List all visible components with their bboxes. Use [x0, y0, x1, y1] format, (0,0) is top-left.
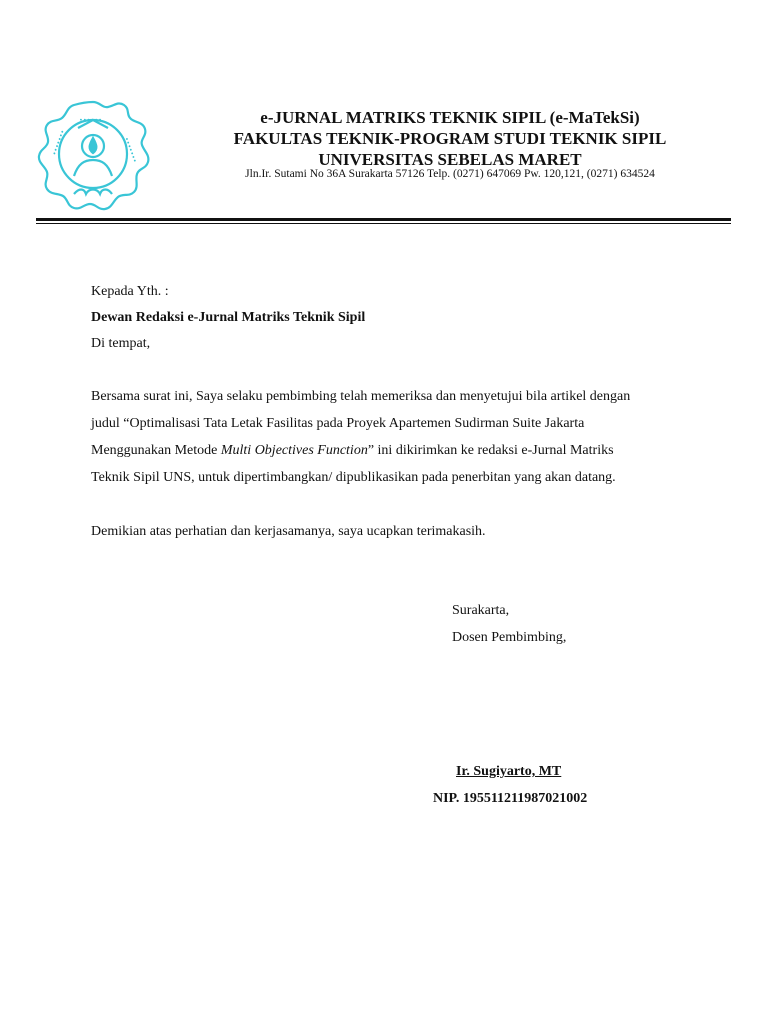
letterhead-address: Jln.Ir. Sutami No 36A Surakarta 57126 Telp. (0271) 647069 Pw. 120,121, (0271) 634524 — [245, 168, 655, 180]
svg-text:•••••••: ••••••• — [50, 128, 68, 157]
recipient: Dewan Redaksi e-Jurnal Matriks Teknik Sipil — [91, 310, 366, 325]
svg-text:••••••: •••••• — [79, 116, 103, 124]
signatory-name: Ir. Sugiyarto, MT — [456, 764, 562, 779]
body-line-3-suffix: ” ini dikirimkan ke redaksi e-Jurnal Matriks — [367, 443, 614, 458]
letterhead-faculty: FAKULTAS TEKNIK-PROGRAM STUDI TEKNIK SIPIL — [233, 129, 667, 148]
university-logo-icon — [34, 98, 152, 212]
body-line-4: Teknik Sipil UNS, untuk dipertimbangkan/ dipublikasikan pada penerbitan yang akan datang. — [91, 470, 616, 485]
body-line-3-prefix: Menggunakan Metode — [91, 443, 221, 458]
body-line-3 — [91, 442, 614, 460]
method-name: Multi Objectives Function — [220, 443, 368, 458]
recipient-place: Di tempat, — [91, 336, 151, 351]
header-divider-thin — [36, 223, 731, 224]
closing-sentence: Demikian atas perhatian dan kerjasamanya, saya ucapkan terimakasih. — [91, 524, 486, 539]
signature-city: Surakarta, — [452, 603, 510, 618]
salutation: Kepada Yth. : — [91, 284, 169, 299]
signature-role: Dosen Pembimbing, — [452, 630, 567, 645]
letterhead-university: UNIVERSITAS SEBELAS MARET — [318, 150, 582, 169]
svg-text:•••••••: ••••••• — [122, 135, 139, 164]
body-line-2: judul “Optimalisasi Tata Letak Fasilitas pada Proyek Apartemen Sudirman Suite Jakarta — [91, 416, 585, 431]
signatory-nip: NIP. 195511211987021002 — [433, 791, 588, 806]
header-divider-thick — [36, 218, 731, 221]
letterhead-journal-name: e-JURNAL MATRIKS TEKNIK SIPIL (e-MaTekSi) — [260, 108, 640, 127]
body-line-1: Bersama surat ini, Saya selaku pembimbing telah memeriksa dan menyetujui bila artikel dengan — [91, 389, 631, 404]
